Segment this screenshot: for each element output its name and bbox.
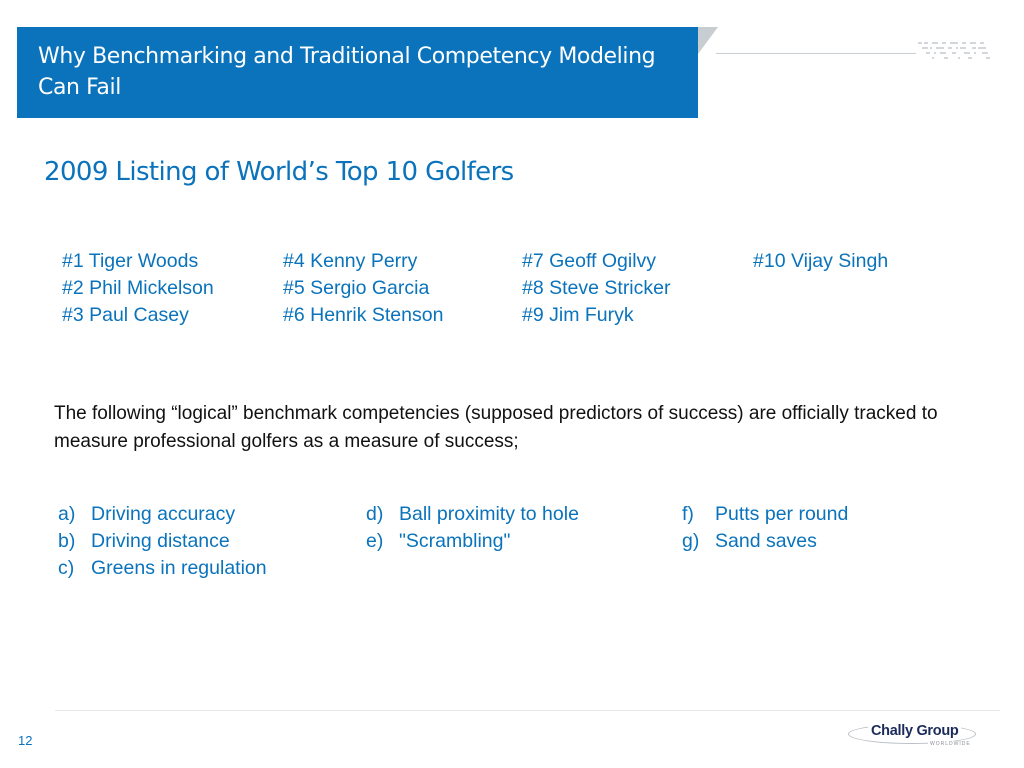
logo-tagline: WORLDWIDE <box>930 741 971 747</box>
slide-title: Why Benchmarking and Traditional Competency Modeling Can Fail <box>38 44 656 100</box>
pixel-pattern-icon <box>918 40 992 62</box>
page-number: 12 <box>18 733 33 748</box>
competency-letter: g) <box>682 530 700 552</box>
competency-item <box>366 501 579 528</box>
title-bar <box>17 27 698 118</box>
competency-item <box>682 501 848 528</box>
competency-letter: c) <box>58 557 75 579</box>
title-wedge-decoration <box>698 27 718 54</box>
golfer-entry: #7 Geoff Ogilvy <box>522 250 657 272</box>
competency-item <box>58 501 267 528</box>
golfer-entry: #5 Sergio Garcia <box>283 277 430 299</box>
golfer-column-2 <box>283 248 443 329</box>
competency-text: Greens in regulation <box>91 557 267 579</box>
competency-letter: d) <box>366 503 384 525</box>
golfer-column-1 <box>62 248 214 329</box>
golfer-entry: #6 Henrik Stenson <box>283 304 444 326</box>
competency-letter: f) <box>682 503 694 525</box>
top-divider <box>716 53 916 54</box>
competency-text: Driving accuracy <box>91 503 236 525</box>
competency-letter: a) <box>58 503 76 525</box>
golfer-entry: #10 Vijay Singh <box>753 250 889 272</box>
competency-text: Ball proximity to hole <box>399 503 579 525</box>
footer-divider <box>55 710 1000 711</box>
golfer-entry: #8 Steve Stricker <box>522 277 671 299</box>
competency-text: Putts per round <box>715 503 849 525</box>
golfer-column-3 <box>522 248 670 329</box>
golfer-entry: #1 Tiger Woods <box>62 250 199 272</box>
competency-letter: b) <box>58 530 76 552</box>
golfer-entry: #9 Jim Furyk <box>522 304 634 326</box>
golfer-entry: #4 Kenny Perry <box>283 250 418 272</box>
golfer-entry: #2 Phil Mickelson <box>62 277 214 299</box>
golfer-column-4 <box>753 248 888 275</box>
competency-item <box>58 555 267 582</box>
golfer-entry: #3 Paul Casey <box>62 304 189 326</box>
competency-letter: e) <box>366 530 384 552</box>
competency-item <box>682 528 848 555</box>
competency-text: Sand saves <box>715 530 817 552</box>
slide-subtitle: 2009 Listing of World’s Top 10 Golfers <box>44 157 514 187</box>
intro-paragraph: The following “logical” benchmark competencies (supposed predictors of success) are officially tracked to measure professional golfers as a measure of success; <box>54 403 938 452</box>
competency-text: Driving distance <box>91 530 230 552</box>
logo-name: Chally Group <box>868 723 961 739</box>
competency-column-1 <box>58 501 267 582</box>
competency-item <box>58 528 267 555</box>
competency-item <box>366 528 579 555</box>
competency-column-3 <box>682 501 848 555</box>
competency-column-2 <box>366 501 579 555</box>
competency-text: "Scrambling" <box>399 530 511 552</box>
chally-group-logo <box>848 722 978 752</box>
